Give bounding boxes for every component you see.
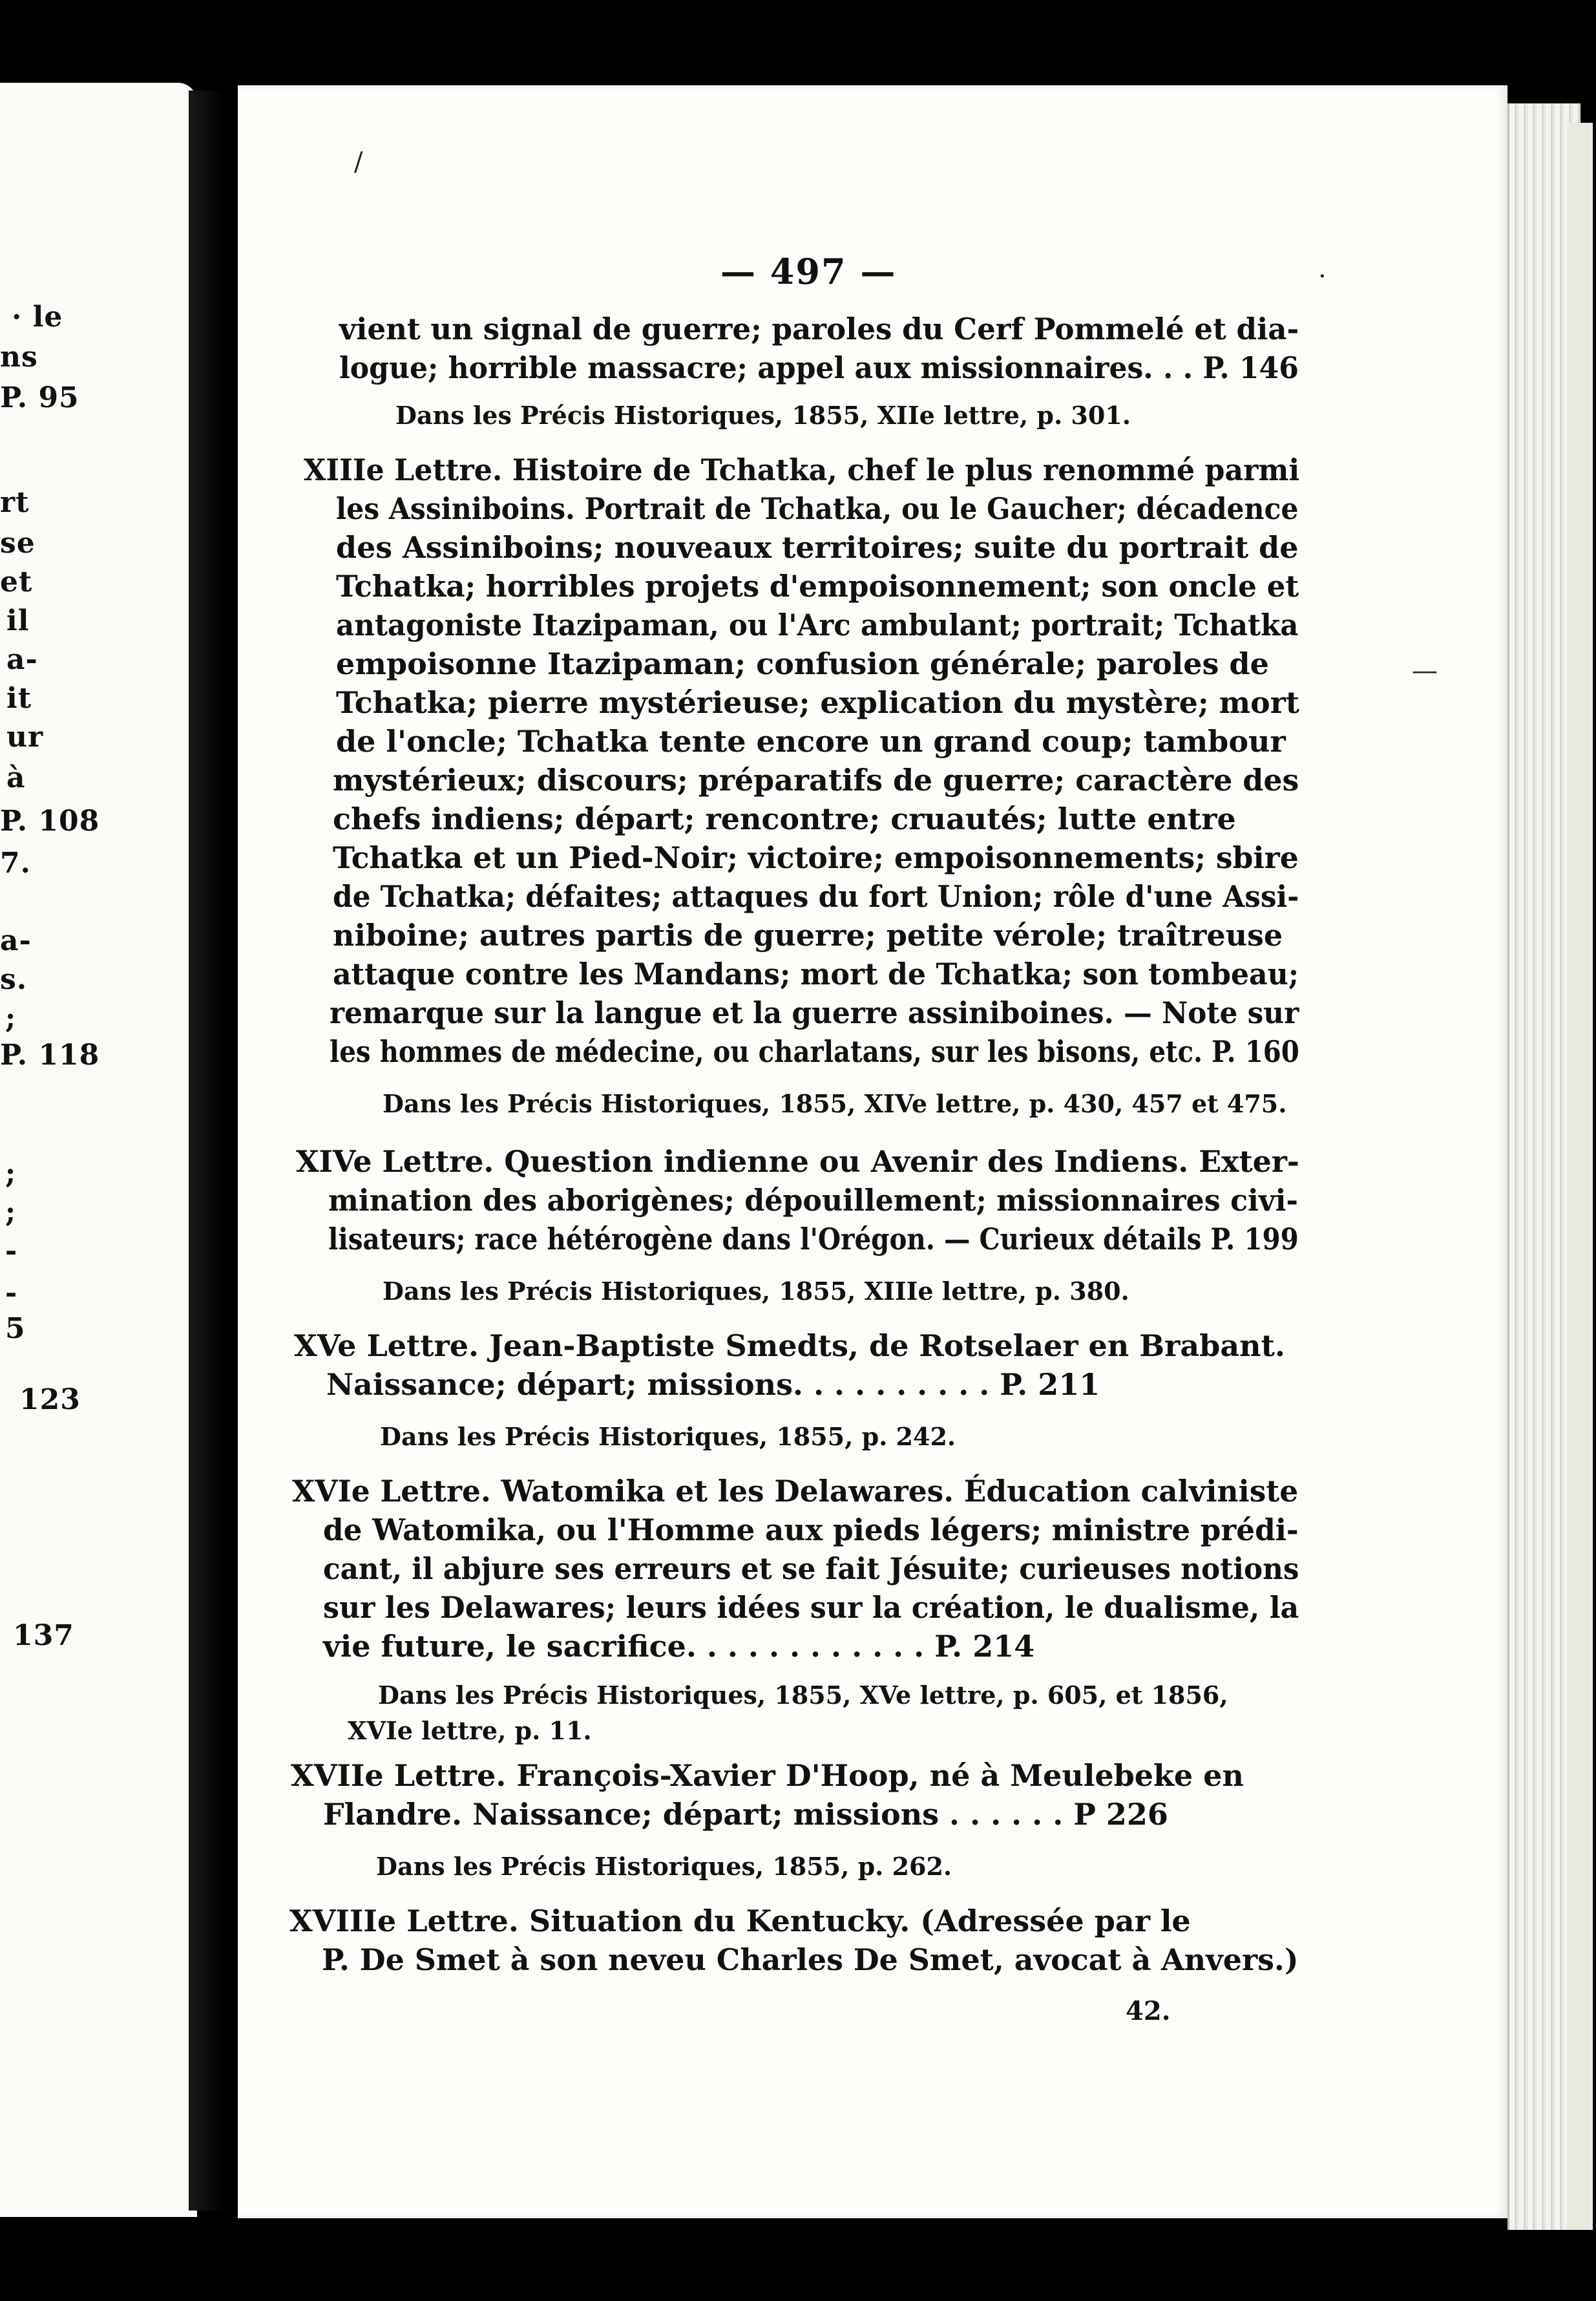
reference-line: Dans les Précis Historiques, 1855, XIIe lettre, p. 301. <box>395 401 1131 430</box>
left-fragment: ; <box>5 1157 17 1190</box>
left-fragment: à <box>6 761 26 794</box>
text-line: attaque contre les Mandans; mort de Tchatka; son tombeau; <box>333 957 1299 991</box>
left-fragment: - <box>5 1277 18 1310</box>
text-line: Naissance; départ; missions. . . . . . . . . . P. 211 <box>326 1367 1100 1402</box>
text-line: les hommes de médecine, ou charlatans, sur les bisons, etc. P. 160 <box>330 1034 1299 1069</box>
left-fragment: ; <box>5 1002 17 1035</box>
text-line: Tchatka et un Pied-Noir; victoire; empoisonnements; sbire <box>333 840 1299 875</box>
left-fragment: rt <box>0 486 30 519</box>
text-line: chefs indiens; départ; rencontre; cruautés; lutte entre <box>333 801 1236 836</box>
page-edge-back <box>1567 123 1593 2230</box>
text-line: Tchatka; horribles projets d'empoisonnement; son oncle et <box>336 569 1299 604</box>
text-line: mystérieux; discours; préparatifs de guerre; caractère des <box>333 763 1299 798</box>
left-fragment: se <box>0 527 36 560</box>
text-line: vie future, le sacrifice. . . . . . . . . . . . P. 214 <box>323 1629 1035 1664</box>
text-line: mination des aborigènes; dépouillement; missionnaires civi- <box>328 1183 1298 1218</box>
reference-line: Dans les Précis Historiques, 1855, p. 262. <box>376 1852 952 1881</box>
text-line: lisateurs; race hétérogène dans l'Orégon. — Curieux détails P. 199 <box>328 1222 1299 1257</box>
left-fragment: s. <box>0 963 28 996</box>
left-fragment: 7. <box>0 847 31 880</box>
text-line: XVIe Lettre. Watomika et les Delawares. Éducation calviniste <box>292 1474 1299 1509</box>
text-line: antagoniste Itazipaman, ou l'Arc ambulant; portrait; Tchatka <box>336 608 1299 642</box>
text-line: XIIIe Lettre. Histoire de Tchatka, chef le plus renommé parmi <box>304 452 1300 487</box>
text-line: sur les Delawares; leurs idées sur la création, le dualisme, la <box>323 1590 1299 1625</box>
reference-line: Dans les Précis Historiques, 1855, XIVe lettre, p. 430, 457 et 475. <box>383 1089 1287 1118</box>
left-fragment: ns <box>0 341 38 374</box>
left-fragment: et <box>0 566 33 599</box>
stray-mark: / <box>354 147 363 177</box>
text-line: XVe Lettre. Jean-Baptiste Smedts, de Rotselaer en Brabant. <box>294 1328 1285 1363</box>
text-line: XIVe Lettre. Question indienne ou Avenir des Indiens. Exter- <box>296 1144 1299 1179</box>
text-line: Flandre. Naissance; départ; missions . . . . . . P 226 <box>323 1797 1168 1832</box>
left-fragment: 123 <box>19 1383 81 1416</box>
text-line: de l'oncle; Tchatka tente encore un grand coup; tambour <box>336 724 1286 759</box>
text-line: de Tchatka; défaites; attaques du fort Union; rôle d'une Assi- <box>333 879 1299 914</box>
text-line: P. De Smet à son neveu Charles De Smet, avocat à Anvers.) <box>322 1942 1299 1977</box>
text-line: vient un signal de guerre; paroles du Cerf Pommelé et dia- <box>339 312 1299 346</box>
left-fragment: il <box>6 604 30 637</box>
left-fragment: a- <box>6 643 38 676</box>
text-line: remarque sur la langue et la guerre assiniboines. — Note sur <box>330 995 1299 1030</box>
text-line: XVIIIe Lettre. Situation du Kentucky. (Adressée par le <box>289 1903 1191 1938</box>
left-fragment: ur <box>6 721 44 754</box>
reference-line: XVIe lettre, p. 11. <box>348 1716 592 1745</box>
text-line: de Watomika, ou l'Homme aux pieds légers; ministre prédi- <box>323 1512 1299 1547</box>
left-fragment: P. 108 <box>0 805 100 838</box>
text-line: Tchatka; pierre mystérieuse; explication du mystère; mort <box>336 685 1299 720</box>
reference-line: Dans les Précis Historiques, 1855, XVe lettre, p. 605, et 1856, <box>378 1681 1228 1710</box>
left-fragment: P. 95 <box>0 381 79 414</box>
text-line: cant, il abjure ses erreurs et se fait Jésuite; curieuses notions <box>323 1551 1299 1586</box>
reference-line: Dans les Précis Historiques, 1855, XIIIe lettre, p. 380. <box>383 1277 1129 1306</box>
text-line: logue; horrible massacre; appel aux missionnaires. . . P. 146 <box>339 350 1299 385</box>
stray-mark: · <box>1318 262 1327 292</box>
text-line: des Assiniboins; nouveaux territoires; suite du portrait de <box>336 530 1299 565</box>
stray-mark: — <box>1412 656 1438 686</box>
text-line: les Assiniboins. Portrait de Tchatka, ou le Gaucher; décadence <box>336 491 1299 526</box>
left-fragment: 137 <box>13 1619 74 1652</box>
left-fragment: · le <box>12 301 63 334</box>
signature-mark: 42. <box>1126 1996 1171 2026</box>
page-number: — 497 — <box>720 251 897 292</box>
left-fragment: ; <box>5 1196 17 1229</box>
text-line: empoisonne Itazipaman; confusion générale; paroles de <box>336 646 1269 681</box>
left-fragment: a- <box>0 924 32 957</box>
left-fragment: it <box>6 682 32 715</box>
text-line: niboine; autres partis de guerre; petite vérole; traîtreuse <box>333 918 1283 953</box>
left-fragment: P. 118 <box>0 1039 100 1072</box>
reference-line: Dans les Précis Historiques, 1855, p. 242. <box>380 1422 956 1451</box>
text-line: XVIIe Lettre. François-Xavier D'Hoop, né à Meulebeke en <box>291 1758 1244 1793</box>
left-fragment: - <box>5 1235 18 1267</box>
left-fragment: 5 <box>5 1312 26 1345</box>
